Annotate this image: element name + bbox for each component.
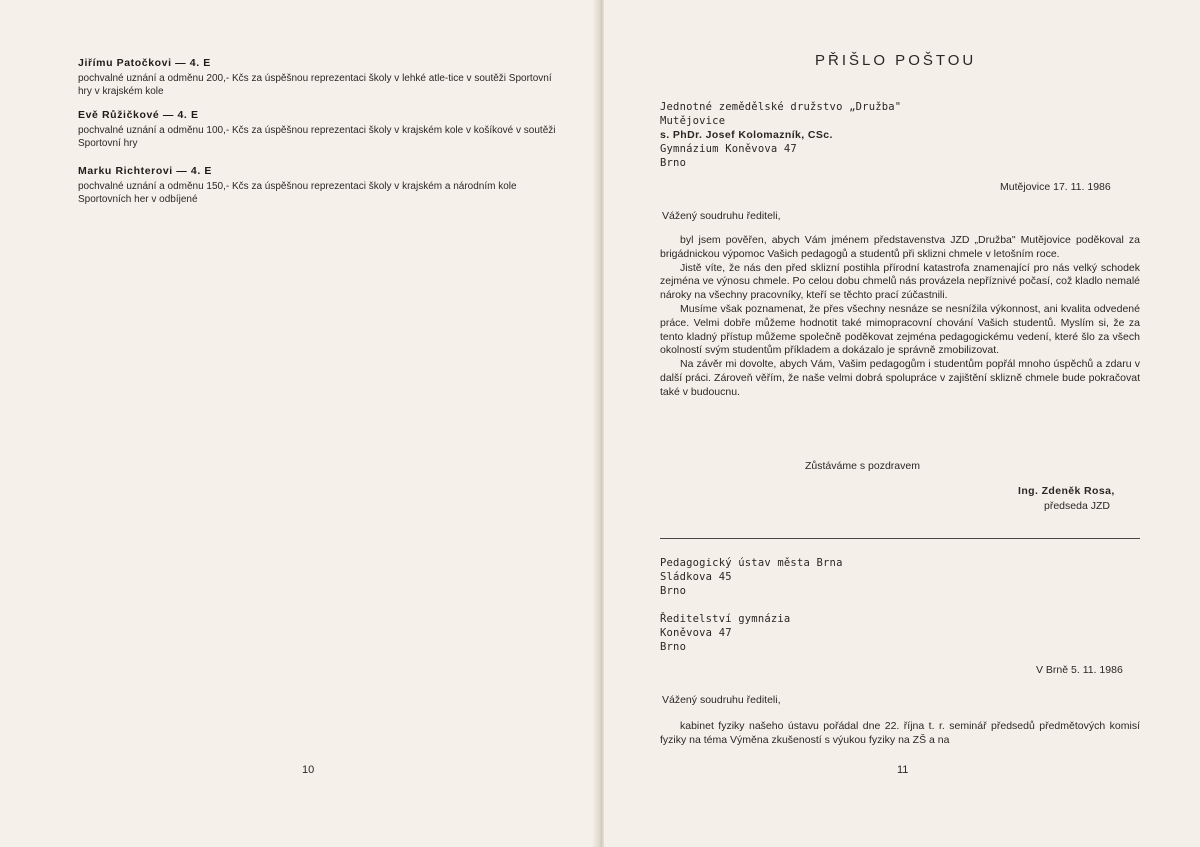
- recipient-name: s. PhDr. Josef Kolomazník, CSc.: [660, 129, 833, 141]
- letter2-salutation: Vážený soudruhu řediteli,: [662, 694, 781, 706]
- letter2-date: V Brně 5. 11. 1986: [1036, 664, 1123, 676]
- award-description: pochvalné uznání a odměnu 200,- Kčs za úspěšnou reprezentaci školy v lehké atle-tice v soutěži Sportovní hry v krajském kole: [78, 73, 552, 97]
- signature-name: Ing. Zdeněk Rosa,: [1018, 485, 1115, 497]
- signature-role: předseda JZD: [1044, 500, 1110, 512]
- award-entry: [78, 57, 558, 98]
- letter-paragraph: Musíme však poznamenat, že přes všechny nesnáze se nesnížila výkonnost, ani kvalita odvedené práce. Velmi dobře můžeme hodnotit také mimopracovní chování Vašich studentů. Myslím si, že za tento kladný přístup můžeme společně poděkovat zejména pedagogickému vedení, které šlo za všech okolností svým studentům příkladem a dokázalo je správně zmobilizovat.: [660, 302, 1140, 357]
- letter-paragraph: byl jsem pověřen, abych Vám jménem představenstva JZD „Družba" Mutějovice poděkoval za brigádnickou výpomoc Vašich pedagogů a studentů při sklizni chmele v letošním roce.: [660, 234, 1140, 260]
- page-number: 10: [302, 764, 315, 776]
- recipient-line: Gymnázium Koněvova 47: [660, 143, 797, 155]
- sender-line: Sládkova 45: [660, 571, 732, 583]
- sender-line: Jednotné zemědělské družstvo „Družba": [660, 101, 902, 113]
- award-description: pochvalné uznání a odměnu 150,- Kčs za úspěšnou reprezentaci školy v krajském a národním kole Sportovních her v odbíjené: [78, 181, 517, 205]
- recipient-line: Koněvova 47: [660, 627, 732, 639]
- letter1-body: [660, 234, 1140, 400]
- letter1-salutation: Vážený soudruhu řediteli,: [662, 210, 781, 222]
- recipient-line: Brno: [660, 641, 687, 653]
- letter2-body: [660, 720, 1140, 748]
- award-entry: [78, 165, 558, 206]
- award-recipient: Marku Richterovi — 4. E: [78, 165, 213, 177]
- left-page: [0, 0, 598, 847]
- award-recipient: Jiřímu Patočkovi — 4. E: [78, 57, 211, 69]
- recipient-line: Brno: [660, 157, 687, 169]
- section-title: PŘIŠLO POŠTOU: [815, 52, 977, 69]
- letter-paragraph: Na závěr mi dovolte, abych Vám, Vašim pedagogům i studentům popřál mnoho úspěchů a zdaru v další práci. Zároveň věřím, že naše velmi dobrá spolupráce v zajištění sklizně chmele bude pokračovat také v budoucnu.: [660, 358, 1140, 398]
- letter1-date: Mutějovice 17. 11. 1986: [1000, 181, 1111, 193]
- letter1-address-block: [660, 100, 901, 170]
- letter-paragraph: kabinet fyziky našeho ústavu pořádal dne 22. října t. r. seminář předsedů předmětových komisí fyziky na téma Výměna zkušeností s výukou fyziky na ZŠ a na: [660, 720, 1140, 746]
- recipient-line: Ředitelství gymnázia: [660, 613, 791, 625]
- sender-line: Brno: [660, 585, 687, 597]
- letter1-closing: Zůstáváme s pozdravem: [805, 460, 920, 472]
- award-entry: [78, 109, 558, 150]
- letter1-signature: [1018, 484, 1115, 514]
- letter2-sender-block: [660, 556, 843, 598]
- letter-paragraph: Jistě víte, že nás den před sklizní postihla přírodní katastrofa znamenající pro nás velký schodek zejména ve výnosu chmele. Po celou dobu chmelů nás provázela nepříznivé počasí, což kladlo nemalé nároky na všechny pracovníky, kteří se těchto prací zúčastnili.: [660, 261, 1140, 302]
- letter2-recipient-block: [660, 612, 790, 654]
- sender-line: Pedagogický ústav města Brna: [660, 557, 843, 569]
- sender-line: Mutějovice: [660, 115, 726, 127]
- award-description: pochvalné uznání a odměnu 100,- Kčs za úspěšnou reprezentaci školy v krajském kole v košíkové v soutěži Sportovní hry: [78, 125, 556, 149]
- page-number: 11: [897, 764, 909, 776]
- letter-divider: [660, 538, 1140, 539]
- award-recipient: Evě Růžičkové — 4. E: [78, 109, 199, 121]
